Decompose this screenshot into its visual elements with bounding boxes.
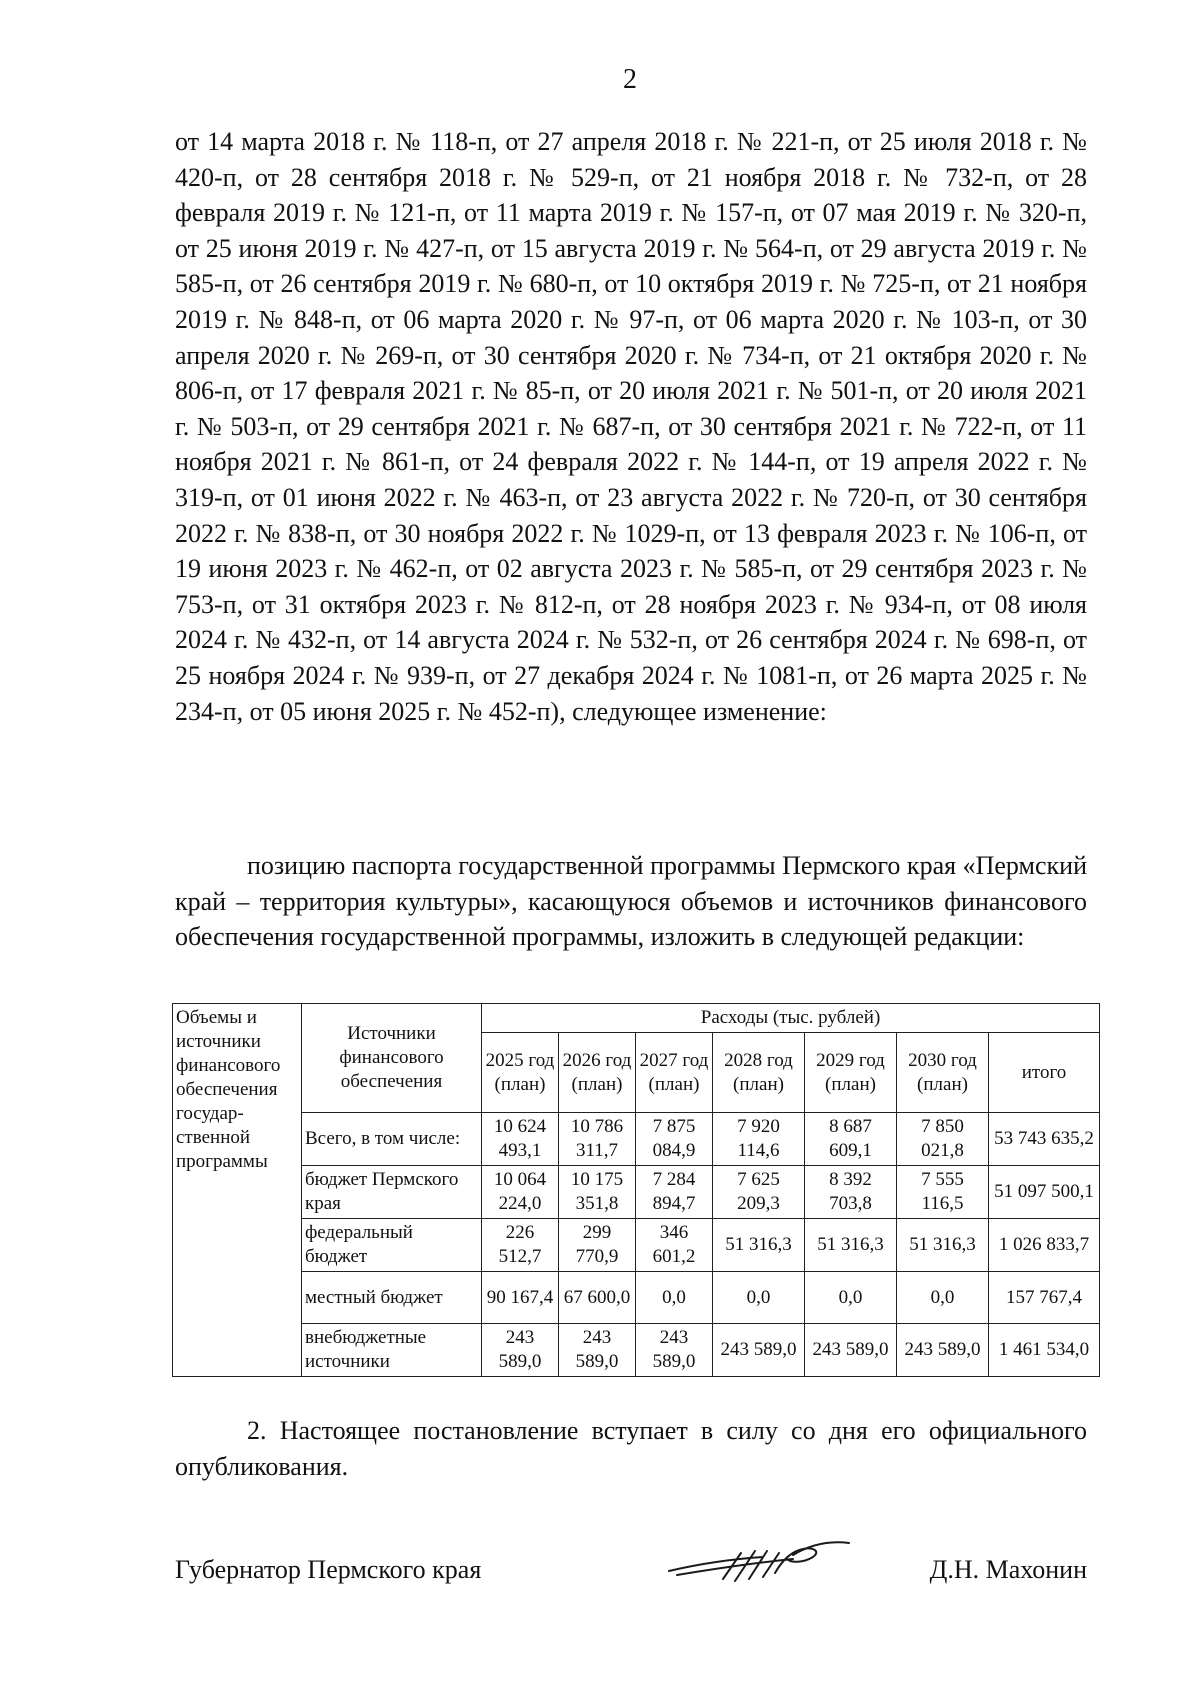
financing-table — [172, 1003, 1100, 1377]
table-cell: 243 589,0 — [482, 1324, 559, 1377]
table-cell: 243 589,0 — [897, 1324, 989, 1377]
page-number: 2 — [623, 64, 637, 95]
table-cell: 0,0 — [805, 1272, 897, 1324]
row-label: местный бюджет — [302, 1272, 482, 1324]
signatory-title: Губернатор Пермского края — [175, 1555, 482, 1584]
year-header: 2030 год (план) — [897, 1033, 989, 1113]
year-header: 2028 год (план) — [713, 1033, 805, 1113]
table-cell: 7 920 114,6 — [713, 1113, 805, 1166]
table-cell: 53 743 635,2 — [989, 1113, 1100, 1166]
table-cell: 243 589,0 — [805, 1324, 897, 1377]
table-cell: 157 767,4 — [989, 1272, 1100, 1324]
table-cell: 243 589,0 — [636, 1324, 713, 1377]
total-header: итого — [989, 1033, 1100, 1113]
table-cell: 10 064 224,0 — [482, 1166, 559, 1219]
table-cell: 7 284 894,7 — [636, 1166, 713, 1219]
table-cell: 226 512,7 — [482, 1219, 559, 1272]
table-cell: 243 589,0 — [713, 1324, 805, 1377]
signature-block — [175, 1555, 1087, 1615]
table-cell: 0,0 — [713, 1272, 805, 1324]
year-header: 2025 год (план) — [482, 1033, 559, 1113]
table-cell: 10 175 351,8 — [559, 1166, 636, 1219]
signatory-name: Д.Н. Махонин — [929, 1555, 1087, 1584]
row-label: бюджет Пермского края — [302, 1166, 482, 1219]
table-cell: 8 392 703,8 — [805, 1166, 897, 1219]
year-header: 2027 год (план) — [636, 1033, 713, 1113]
table-cell: 51 316,3 — [713, 1219, 805, 1272]
table-row — [173, 1272, 1100, 1324]
table-cell: 299 770,9 — [559, 1219, 636, 1272]
expenses-header: Расходы (тыс. рублей) — [482, 1004, 1100, 1033]
table-cell: 7 625 209,3 — [713, 1166, 805, 1219]
year-header: 2026 год (план) — [559, 1033, 636, 1113]
table-title-cell: Объемы и источники финансового обеспечения государ-ственной программы — [173, 1004, 302, 1377]
table-cell: 0,0 — [897, 1272, 989, 1324]
table-cell: 51 316,3 — [897, 1219, 989, 1272]
table-cell: 7 555 116,5 — [897, 1166, 989, 1219]
table-cell: 90 167,4 — [482, 1272, 559, 1324]
table-cell: 10 786 311,7 — [559, 1113, 636, 1166]
table-cell: 0,0 — [636, 1272, 713, 1324]
table-cell: 1 461 534,0 — [989, 1324, 1100, 1377]
table-cell: 7 850 021,8 — [897, 1113, 989, 1166]
table-cell: 243 589,0 — [559, 1324, 636, 1377]
table-cell: 8 687 609,1 — [805, 1113, 897, 1166]
handwritten-signature — [663, 1529, 853, 1589]
point-2-paragraph: 2. Настоящее постановление вступает в силу со дня его официального опубликования. — [175, 1416, 1087, 1481]
table-row — [173, 1166, 1100, 1219]
table-cell: 51 316,3 — [805, 1219, 897, 1272]
table-cell: 346 601,2 — [636, 1219, 713, 1272]
sources-header: Источники финансового обеспечения — [302, 1004, 482, 1113]
position-paragraph: позицию паспорта государственной программы Пермского края «Пермский край – территория культуры», касающуюся объемов и источников финансового обеспечения государственной программы, изложить в следующей редакции: — [175, 851, 1087, 952]
row-label: внебюджетные источники — [302, 1324, 482, 1377]
table-cell: 67 600,0 — [559, 1272, 636, 1324]
table-row — [173, 1324, 1100, 1377]
table-cell: 51 097 500,1 — [989, 1166, 1100, 1219]
row-label: Всего, в том числе: — [302, 1113, 482, 1166]
table-row — [173, 1113, 1100, 1166]
table-cell: 1 026 833,7 — [989, 1219, 1100, 1272]
table-cell: 10 624 493,1 — [482, 1113, 559, 1166]
row-label: федеральный бюджет — [302, 1219, 482, 1272]
table-cell: 7 875 084,9 — [636, 1113, 713, 1166]
year-header: 2029 год (план) — [805, 1033, 897, 1113]
table-row — [173, 1219, 1100, 1272]
intro-paragraph: от 14 марта 2018 г. № 118-п, от 27 апреля 2018 г. № 221-п, от 25 июля 2018 г. № 420-п, от 28 сентября 2018 г. № 529-п, от 21 ноября 2018 г. № 732-п, от 28 февраля 2019 г. № 121-п, от 11 марта 2019 г. № 157-п, от 07 мая 2019 г. № 320-п, от 25 июня 2019 г. № 427-п, от 15 августа 2019 г. № 564-п, от 29 августа 2019 г. № 585-п, от 26 сентября 2019 г. № 680-п, от 10 октября 2019 г. № 725-п, от 21 ноября 2019 г. № 848-п, от 06 марта 2020 г. № 97-п, от 06 марта 2020 г. № 103-п, от 30 апреля 2020 г. № 269-п, от 30 сентября 2020 г. № 734-п, от 21 октября 2020 г. № 806-п, от 17 февраля 2021 г. № 85-п, от 20 июля 2021 г. № 501-п, от 20 июля 2021 г. № 503-п, от 29 сентября 2021 г. № 687-п, от 30 сентября 2021 г. № 722-п, от 11 ноября 2021 г. № 861-п, от 24 февраля 2022 г. № 144-п, от 19 апреля 2022 г. № 319-п, от 01 июня 2022 г. № 463-п, от 23 августа 2022 г. № 720-п, от 30 сентября 2022 г. № 838-п, от 30 ноября 2022 г. № 1029-п, от 13 февраля 2023 г. № 106-п, от 19 июня 2023 г. № 462-п, от 02 августа 2023 г. № 585-п, от 29 сентября 2023 г. № 753-п, от 31 октября 2023 г. № 812-п, от 28 ноября 2023 г. № 934-п, от 08 июля 2024 г. № 432-п, от 14 августа 2024 г. № 532-п, от 26 сентября 2024 г. № 698-п, от 25 ноября 2024 г. № 939-п, от 27 декабря 2024 г. № 1081-п, от 26 марта 2025 г. № 234-п, от 05 июня 2025 г. № 452-п), следующее изменение: — [175, 127, 1087, 726]
